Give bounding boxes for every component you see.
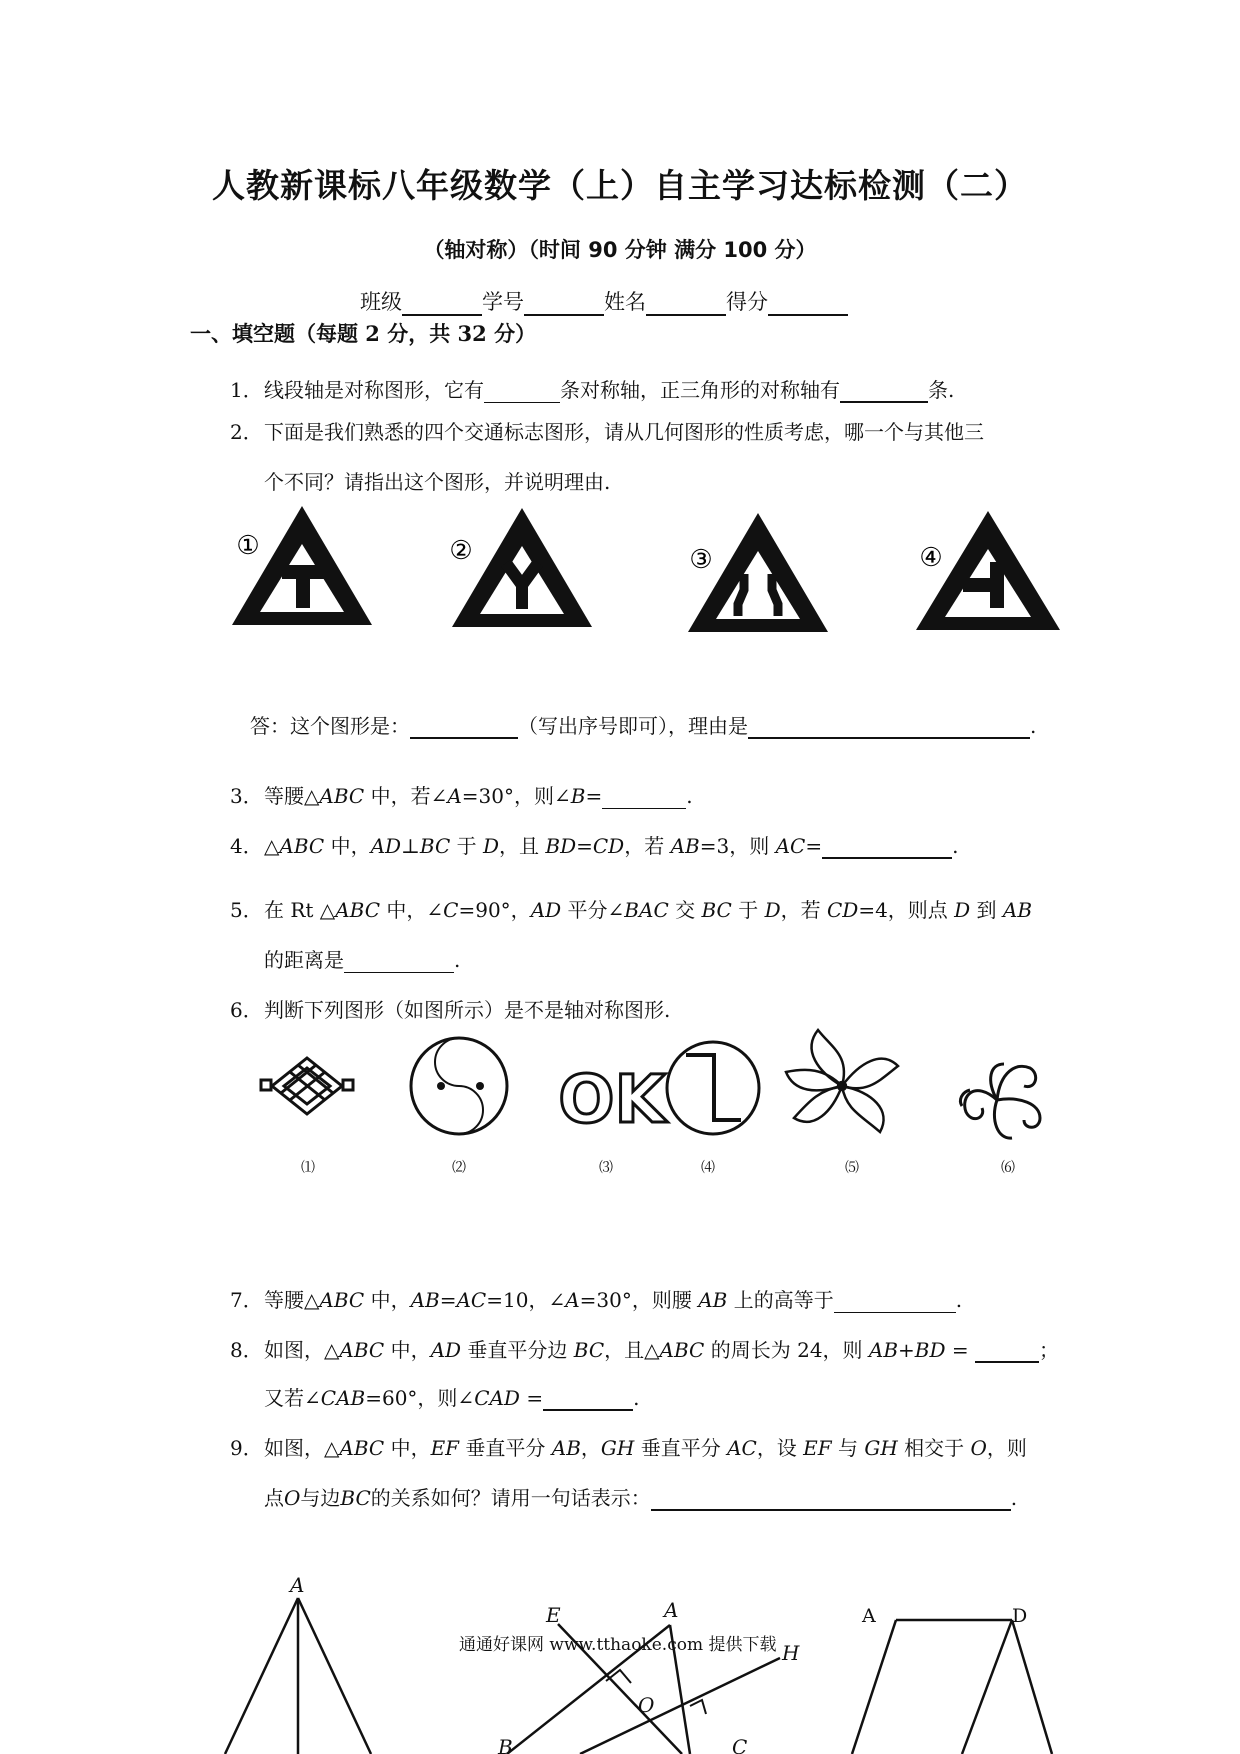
fig-a-label-A: A xyxy=(290,1573,305,1597)
question-9: 9．如图，△ABC 中，EF 垂直平分 AB，GH 垂直平分 AC，设 EF 与 GH 相交于 O，则 xyxy=(230,1436,1027,1460)
fig-b-label-O: O xyxy=(638,1693,655,1717)
sign-1-label: ① xyxy=(236,531,260,561)
ok-text: OK xyxy=(558,1061,666,1138)
question-8-line2: 又若∠CAB=60°，则∠CAD = . xyxy=(264,1386,640,1410)
question-8: 8．如图，△ABC 中，AD 垂直平分边 BC，且△ABC 的周长为 24，则 AB+BD = ； xyxy=(230,1338,1060,1362)
fig-b-label-E: E xyxy=(546,1603,561,1627)
perpendicular-bisector-figure xyxy=(497,1598,800,1754)
fig6-label-1: ⑴ xyxy=(301,1160,315,1176)
fig-b-label-C: C xyxy=(732,1735,748,1754)
question-6: 6．判断下列图形（如图所示）是不是轴对称图形. xyxy=(230,998,671,1022)
number-label: 学号 xyxy=(482,290,524,314)
fig-b-label-A: A xyxy=(664,1598,679,1622)
question-1: 1．线段轴是对称图形，它有 条对称轴，正三角形的对称轴有 条. xyxy=(230,378,955,402)
question-5-line2: 的距离是 . xyxy=(264,948,461,972)
question-7: 7．等腰△ABC 中，AB=AC=10，∠A=30°，则腰 AB 上的高等于 . xyxy=(230,1288,963,1312)
fig6-label-3: ⑶ xyxy=(599,1160,613,1176)
fig-c-label-D: D xyxy=(1012,1605,1028,1627)
fig6-label-2: ⑵ xyxy=(452,1160,466,1176)
question-9-line2: 点O与边BC的关系如何？请用一句话表示： . xyxy=(264,1486,1018,1510)
sign-2-label: ② xyxy=(449,536,473,566)
question-4: 4．△ABC 中，AD⊥BC 于 D，且 BD=CD，若 AB=3，则 AC= . xyxy=(230,834,959,858)
question-5: 5．在 Rt △ABC 中，∠C=90°，AD 平分∠BAC 交 BC 于 D，若 CD=4，则点 D 到 AB xyxy=(230,898,1033,922)
fig-b-label-B: B xyxy=(498,1735,513,1754)
fig-c-label-A: A xyxy=(862,1605,876,1627)
fig6-label-4: ⑷ xyxy=(701,1160,715,1176)
fig6-label-6: ⑹ xyxy=(1001,1160,1015,1176)
watermark: 通通好课网 www.tthaoke.com 提供下载 xyxy=(459,1635,777,1655)
fig-b-label-H: H xyxy=(782,1641,800,1665)
sign-4-label: ④ xyxy=(919,543,943,573)
score-label: 得分 xyxy=(726,290,768,314)
question-2-answer: 答：这个图形是： （写出序号即可），理由是 . xyxy=(250,714,1037,738)
class-label: 班级 xyxy=(360,290,402,314)
name-label: 姓名 xyxy=(604,290,646,314)
sign-3-label: ③ xyxy=(689,545,713,575)
page-subtitle: （轴对称）（时间 90 分钟 满分 100 分） xyxy=(423,238,817,262)
question-3: 3．等腰△ABC 中，若∠A=30°，则∠B= . xyxy=(230,784,693,808)
page-title: 人教新课标八年级数学（上）自主学习达标检测（二） xyxy=(212,166,1028,205)
question-2-line2: 个不同？请指出这个图形，并说明理由. xyxy=(264,470,611,494)
section-heading: 一、填空题（每题 2 分，共 32 分） xyxy=(190,321,537,346)
question-2: 2．下面是我们熟悉的四个交通标志图形，请从几何图形的性质考虑，哪一个与其他三 xyxy=(230,420,984,444)
trapezoid-figure xyxy=(852,1605,1052,1754)
triangle-figure xyxy=(225,1573,371,1754)
fig6-label-5: ⑸ xyxy=(845,1160,859,1176)
